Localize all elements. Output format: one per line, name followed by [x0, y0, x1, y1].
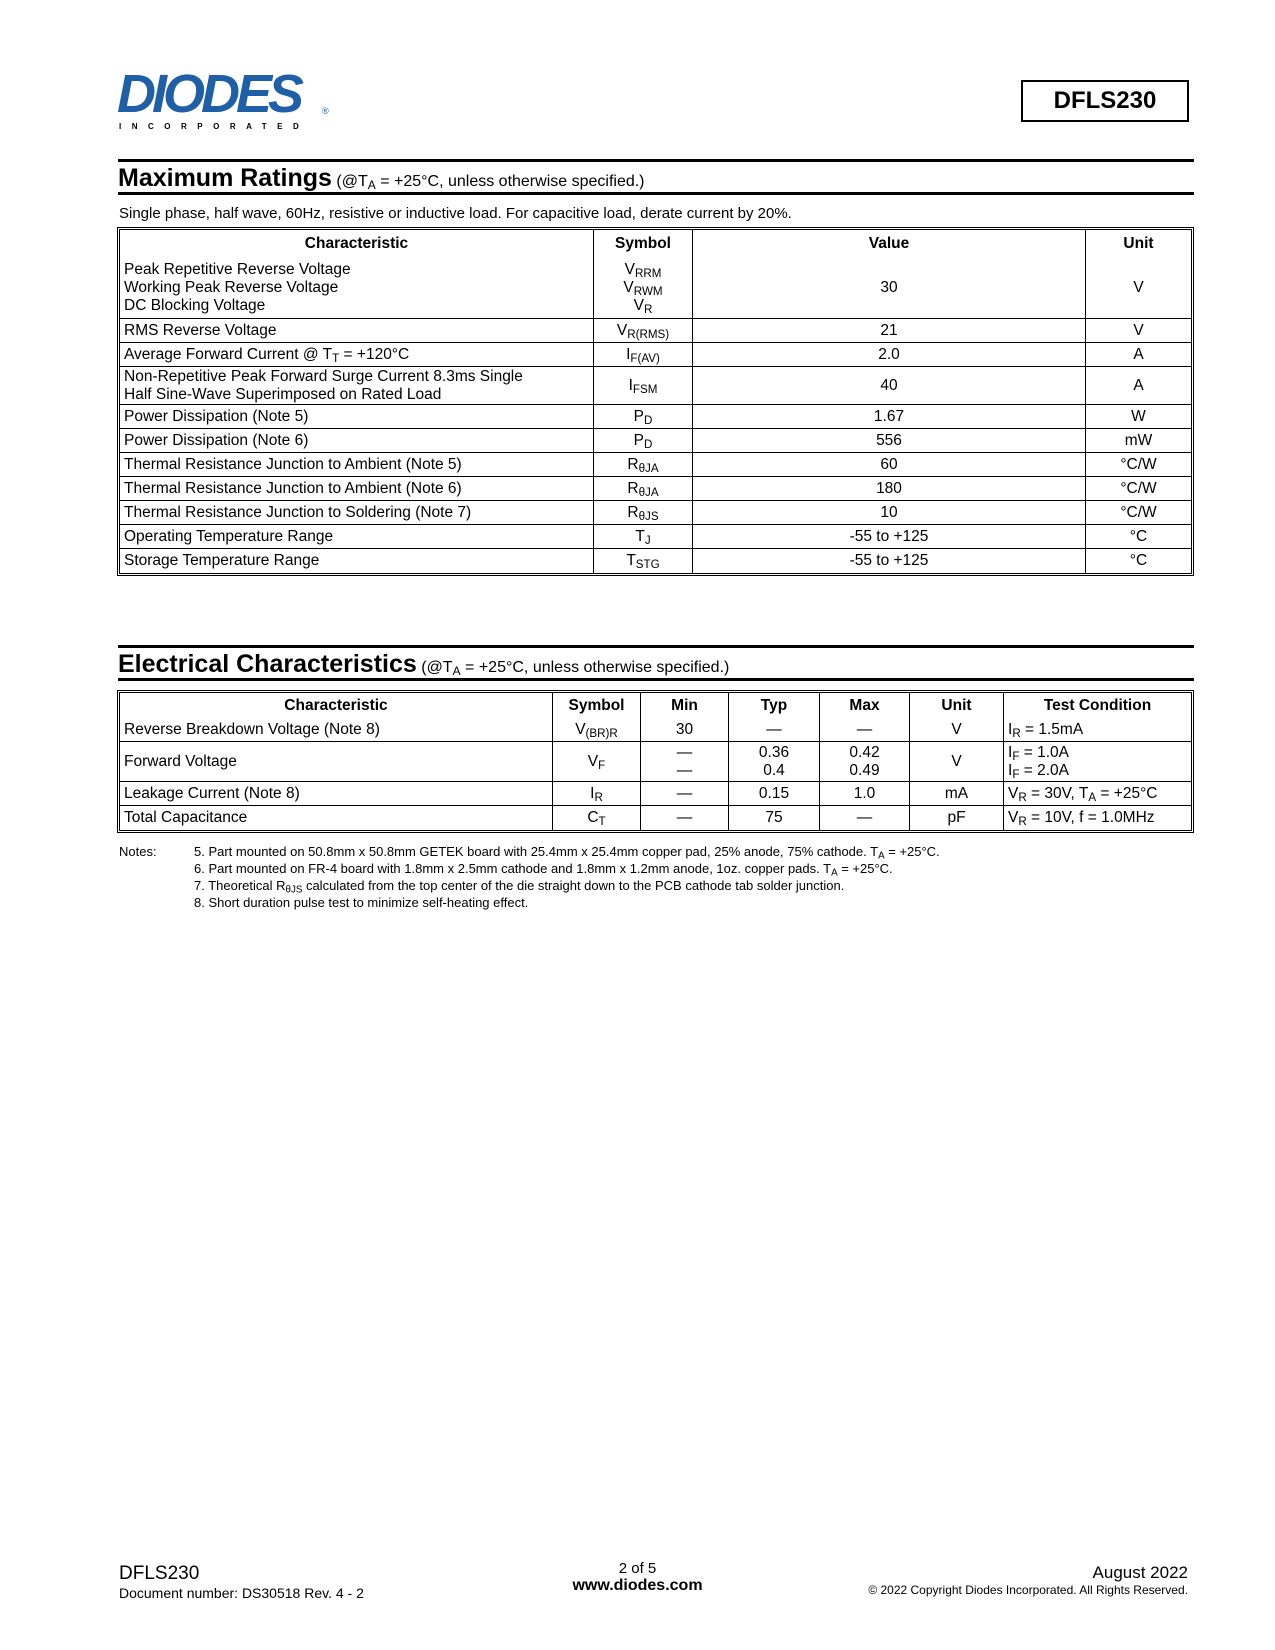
symbol-cell	[594, 453, 693, 477]
notes-label: Notes:	[119, 844, 157, 859]
note-item: 8. Short duration pulse test to minimize self-heating effect.	[194, 895, 529, 910]
symbol: $P_D$	[633, 407, 653, 427]
symbol-cell	[553, 742, 641, 782]
unit-cell: V	[910, 742, 1004, 782]
characteristic-cell: Forward Voltage	[120, 742, 553, 782]
unit-cell: pF	[910, 806, 1004, 830]
registered-mark-icon: ®	[322, 106, 329, 116]
symbol: $R_{\theta JA}$	[627, 455, 659, 475]
logo-wordmark: DIODES	[117, 64, 301, 124]
typ-cell: 0.15	[729, 782, 820, 806]
symbol: $I_R$	[590, 784, 603, 804]
table-row	[120, 501, 1191, 525]
symbol: $V_{R(RMS)}$	[616, 321, 670, 341]
unit-cell: °C/W	[1086, 453, 1191, 477]
note-item: 6. Part mounted on FR-4 board with 1.8mm x 2.5mm cathode and 1.8mm x 1.2mm anode, 1oz. copper pads. $T_A = +25^\circ C$.	[194, 861, 893, 879]
note-item: 5. Part mounted on 50.8mm x 50.8mm GETEK board with 25.4mm x 25.4mm copper pad, 25% anode, 75% cathode. $T_A = +25^\circ C$.	[194, 844, 940, 862]
table-row	[120, 742, 1191, 782]
footer-date: August 2022	[1092, 1563, 1188, 1582]
characteristic-cell: Non-Repetitive Peak Forward Surge Current 8.3ms Single Half Sine-Wave Superimposed on Rated Load	[120, 367, 594, 405]
symbol-cell	[553, 718, 641, 742]
table-row	[120, 257, 1191, 319]
unit-cell: mW	[1086, 429, 1191, 453]
symbol: $I_{F(AV)}$	[626, 345, 660, 365]
symbol-cell	[594, 319, 693, 343]
electrical-heading	[118, 645, 1194, 681]
max-ratings-condition: ($@T_A = +25^\circ C$, unless otherwise specified.)	[336, 173, 645, 192]
max-ratings-table	[117, 227, 1194, 576]
table-row	[120, 806, 1191, 830]
table-row	[120, 549, 1191, 573]
unit-cell: °C	[1086, 525, 1191, 549]
symbol-cell	[594, 429, 693, 453]
typ-cell: 0.36 0.4	[729, 742, 820, 782]
symbol-cell	[594, 405, 693, 429]
electrical-table	[117, 690, 1194, 833]
value-cell: 556	[693, 429, 1086, 453]
column-header: Symbol	[594, 230, 693, 257]
characteristic-cell: Power Dissipation (Note 5)	[120, 405, 594, 429]
symbol: $V_{RRM}$	[624, 260, 662, 280]
test-condition-cell: $I_R = 1.5mA$	[1004, 718, 1191, 742]
table-row	[120, 477, 1191, 501]
symbol-cell	[594, 367, 693, 405]
max-cell: 0.42 0.49	[820, 742, 910, 782]
max-cell: 1.0	[820, 782, 910, 806]
symbol-cell	[594, 343, 693, 367]
column-header: Min	[641, 693, 729, 718]
column-header: Characteristic	[120, 230, 594, 257]
table-row	[120, 453, 1191, 477]
value-cell: 1.67	[693, 405, 1086, 429]
symbol-cell	[594, 501, 693, 525]
unit-cell: °C/W	[1086, 501, 1191, 525]
unit-cell: V	[910, 718, 1004, 742]
test-condition-cell: $V_R = 10V$, f = 1.0MHz	[1008, 809, 1155, 828]
column-header: Characteristic	[120, 693, 553, 718]
characteristic-cell: Average Forward Current @ $T_T = +120^\circ C$	[120, 343, 594, 367]
characteristic-cell: Reverse Breakdown Voltage (Note 8)	[120, 718, 553, 742]
unit-cell: V	[1086, 319, 1191, 343]
unit-cell: W	[1086, 405, 1191, 429]
symbol: $V_F$	[587, 752, 606, 772]
value-cell: 2.0	[693, 343, 1086, 367]
test-condition-cell: $I_F = 1.0A$ $I_F = 2.0A$	[1004, 742, 1191, 782]
footer-website-link[interactable]: www.diodes.com	[572, 1577, 703, 1594]
diodes-logo	[117, 64, 337, 131]
test-condition-cell: $V_R = 30V$, $T_A = +25^\circ C$	[1004, 782, 1191, 806]
characteristic-cell: Storage Temperature Range	[120, 549, 594, 573]
symbol: $T_{STG}$	[626, 552, 660, 571]
footer-doc-number: Document number: DS30518 Rev. 4 - 2	[119, 1585, 364, 1601]
value-cell: -55 to +125	[693, 525, 1086, 549]
max-ratings-title: Maximum Ratings	[118, 164, 332, 192]
value-cell: 21	[693, 319, 1086, 343]
symbol-cell	[553, 782, 641, 806]
electrical-title: Electrical Characteristics	[118, 650, 417, 678]
symbol: $C_T$	[587, 809, 606, 828]
footer-page: 2 of 5	[618, 1560, 657, 1577]
unit-cell: °C	[1129, 552, 1148, 569]
column-header: Max	[820, 693, 910, 718]
value-cell: 10	[693, 501, 1086, 525]
footer-right	[868, 1563, 1188, 1597]
min-cell: — —	[641, 742, 729, 782]
table-row	[120, 343, 1191, 367]
symbol: $I_{FSM}$	[628, 376, 658, 396]
unit-cell: V	[1086, 257, 1191, 319]
notes-list	[194, 843, 940, 911]
symbol: $V_{RWM}$	[623, 278, 663, 298]
min-cell: 30	[641, 718, 729, 742]
max-cell: —	[820, 806, 910, 830]
symbol-cell	[553, 806, 641, 830]
min-cell: —	[641, 782, 729, 806]
unit-cell: mA	[910, 782, 1004, 806]
table-row	[120, 429, 1191, 453]
max-ratings-heading	[118, 159, 1194, 195]
part-number-box: DFLS230	[1021, 80, 1189, 122]
footer-part: DFLS230	[119, 1563, 200, 1584]
unit-cell: °C/W	[1086, 477, 1191, 501]
symbol-cell	[594, 477, 693, 501]
symbol: $T_J$	[635, 527, 651, 547]
typ-cell: 75	[729, 806, 820, 830]
table-row	[120, 782, 1191, 806]
symbol-cell	[594, 525, 693, 549]
characteristic-cell: RMS Reverse Voltage	[120, 319, 594, 343]
characteristic-cell: Thermal Resistance Junction to Soldering (Note 7)	[120, 501, 594, 525]
value-cell: 40	[693, 367, 1086, 405]
value-cell: 30	[693, 257, 1086, 319]
symbol: $V_R$	[633, 296, 653, 316]
min-cell: —	[641, 806, 729, 830]
symbol: $P_D$	[633, 431, 653, 451]
value-cell: 60	[693, 453, 1086, 477]
value-cell: 180	[693, 477, 1086, 501]
characteristic-cell: Total Capacitance	[120, 806, 553, 830]
electrical-condition: ($@T_A = +25^\circ C$, unless otherwise specified.)	[421, 659, 730, 678]
max-cell: —	[820, 718, 910, 742]
column-header: Symbol	[553, 693, 641, 718]
symbol-cell	[594, 549, 693, 573]
symbol: $R_{\theta JA}$	[627, 479, 659, 499]
table-row	[120, 525, 1191, 549]
unit-cell: A	[1086, 343, 1191, 367]
table-row	[120, 367, 1191, 405]
characteristic-cell: Power Dissipation (Note 6)	[120, 429, 594, 453]
note-item: 7. Theoretical $R_{\theta JS}$ calculated from the top center of the die straight down to the PCB cathode tab solder junction.	[194, 878, 845, 896]
table-row	[120, 405, 1191, 429]
characteristic-cell: Operating Temperature Range	[120, 525, 594, 549]
max-ratings-intro: Single phase, half wave, 60Hz, resistive or inductive load. For capacitive load, derate current by 20%.	[119, 205, 792, 222]
column-header: Value	[693, 230, 1086, 257]
characteristic-cell: Peak Repetitive Reverse Voltage Working Peak Reverse Voltage DC Blocking Voltage	[120, 257, 594, 319]
characteristic-cell: Thermal Resistance Junction to Ambient (Note 5)	[120, 453, 594, 477]
symbol-cell	[594, 257, 693, 319]
column-header: Unit	[1123, 234, 1154, 252]
footer-copyright: © 2022 Copyright Diodes Incorporated. All Rights Reserved.	[868, 1583, 1188, 1597]
column-header: Unit	[910, 693, 1004, 718]
value-cell: -55 to +125	[693, 549, 1086, 573]
table-row	[120, 718, 1191, 742]
column-header: Test Condition	[1043, 696, 1152, 714]
typ-cell: —	[729, 718, 820, 742]
table-row	[120, 319, 1191, 343]
logo-subtitle: INCORPORATED	[119, 122, 310, 131]
unit-cell: A	[1086, 367, 1191, 405]
characteristic-cell: Thermal Resistance Junction to Ambient (Note 6)	[120, 477, 594, 501]
characteristic-cell: Leakage Current (Note 8)	[120, 782, 553, 806]
column-header: Typ	[729, 693, 820, 718]
symbol: $V_{(BR)R}$	[575, 720, 618, 740]
symbol: $R_{\theta JS}$	[627, 503, 659, 523]
